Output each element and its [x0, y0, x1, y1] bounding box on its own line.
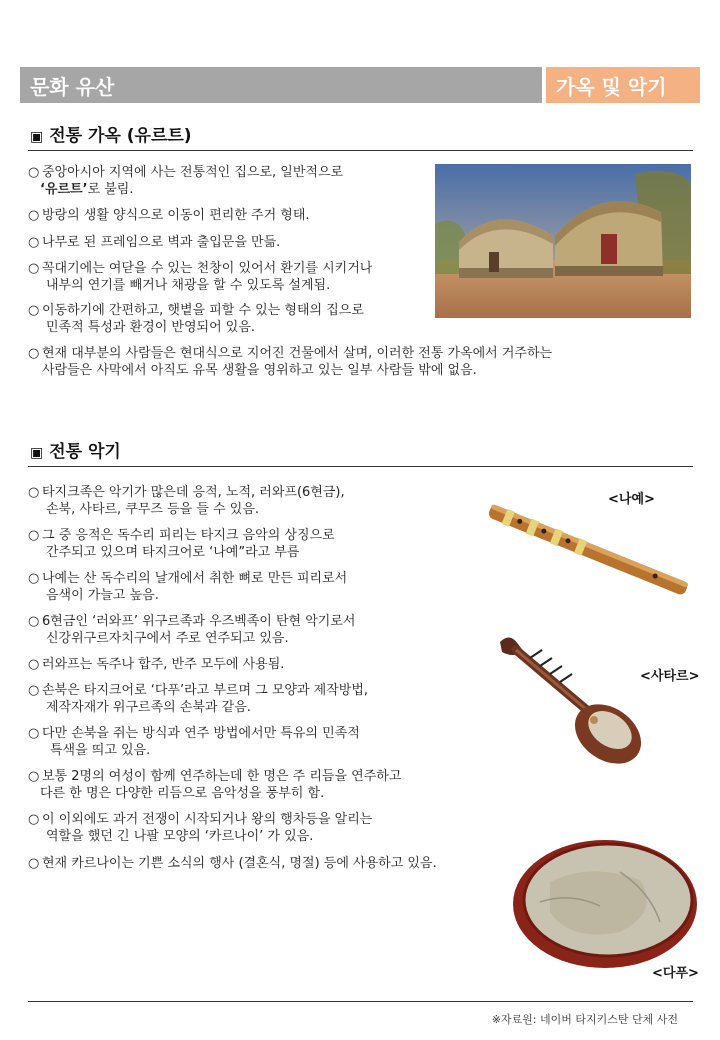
section-title-text: 전통 악기 [49, 442, 121, 462]
header-tag: 가옥 및 악기 [556, 75, 667, 99]
list-item: ○ 현재 카르나이는 기쁜 소식의 행사 (결혼식, 명절) 등에 사용하고 있음. [28, 856, 437, 871]
header-title-box [20, 67, 542, 103]
section-marker-icon: ▣ [30, 445, 44, 461]
header-title: 문화 유산 [30, 75, 115, 99]
list-item: ○ 그 중 응적은 독수리 피리는 타지크 음악의 상징으로 간주되고 있으며 타지크어로 ‘나예”라고 부름 [28, 528, 335, 560]
header-bar [20, 67, 700, 103]
dapu-drum-image [510, 832, 700, 972]
yurt-photo [435, 164, 691, 318]
list-item: ○ 다만 손북을 쥐는 방식과 연주 방법에서만 특유의 민족적 특색을 띄고 있음. [28, 726, 360, 758]
naye-flute-image [480, 495, 696, 605]
list-item: ○ 손북은 타지크어로 ‘다푸’라고 부르며 그 모양과 제작방법, 제작자재가 위구르족의 손북과 같음. [28, 683, 369, 715]
list-item: ○ 6현금인 ‘러와프’ 위구르족과 우즈벡족이 탄현 악기로서 신강위구르자치구에서 주로 연주되고 있음. [28, 614, 356, 646]
satar-image [490, 630, 650, 770]
list-item: ○ 나예는 산 독수리의 날개에서 취한 뼈로 만든 피리로서 음색이 가늘고 높음. [28, 571, 348, 603]
list-item: ○ 꼭대기에는 여닫을 수 있는 천창이 있어서 환기를 시키거나 내부의 연기를 빼거나 채광을 할 수 있도록 설계됨. [28, 261, 373, 293]
footer-divider [28, 1001, 693, 1002]
header-tag-box [546, 67, 700, 103]
section-title-text: 전통 가옥 (유르트) [49, 126, 192, 146]
list-item: ○ 이동하기에 간편하고, 햇볕을 피할 수 있는 형태의 집으로 민족적 특성과 환경이 반영되어 있음. [28, 303, 364, 335]
list-item: ○ 이 이외에도 과거 전쟁이 시작되거나 왕의 행차등을 알리는 역할을 했던 긴 나팔 모양의 ‘카르나이’ 가 있음. [28, 812, 373, 844]
section-title-yurt [30, 121, 192, 146]
list-item: ○ 러와프는 독주나 합주, 반주 모두에 사용됨. [28, 657, 285, 672]
list-item: ○ 나무로 된 프레임으로 벽과 출입문을 만듦. [28, 235, 281, 250]
caption-naye: <나예> [608, 492, 655, 507]
caption-satar: <사타르> [640, 669, 700, 684]
list-item: ○ 중앙아시아 지역에 사는 전통적인 집으로, 일반적으로 ‘유르트’로 불림. [28, 165, 344, 197]
list-item: ○ 보통 2명의 여성이 함께 연주하는데 한 명은 주 리듬을 연주하고 다른 한 명은 다양한 리듬으로 음악성을 풍부히 함. [28, 769, 402, 801]
section-divider [28, 466, 693, 467]
list-item: ○ 방랑의 생활 양식으로 이동이 편리한 주거 형태. [28, 208, 310, 223]
section-divider [28, 150, 693, 151]
source-note: ※자료원: 네이버 타지키스탄 단체 사전 [491, 1013, 678, 1026]
section-title-instruments [30, 437, 121, 462]
caption-dapu: <다푸> [652, 966, 699, 981]
section-marker-icon: ▣ [30, 129, 44, 145]
list-item: ○ 현재 대부분의 사람들은 현대식으로 지어진 건물에서 살며, 이러한 전통 가옥에서 거주하는 사람들은 사막에서 아직도 유목 생활을 영위하고 있는 일부 사람들 밖에 없음. [28, 346, 553, 378]
list-item: ○ 타지크족은 악기가 많은데 응적, 노적, 러와프(6현금), 손북, 사타르, 쿠무즈 등을 들 수 있음. [28, 485, 345, 517]
